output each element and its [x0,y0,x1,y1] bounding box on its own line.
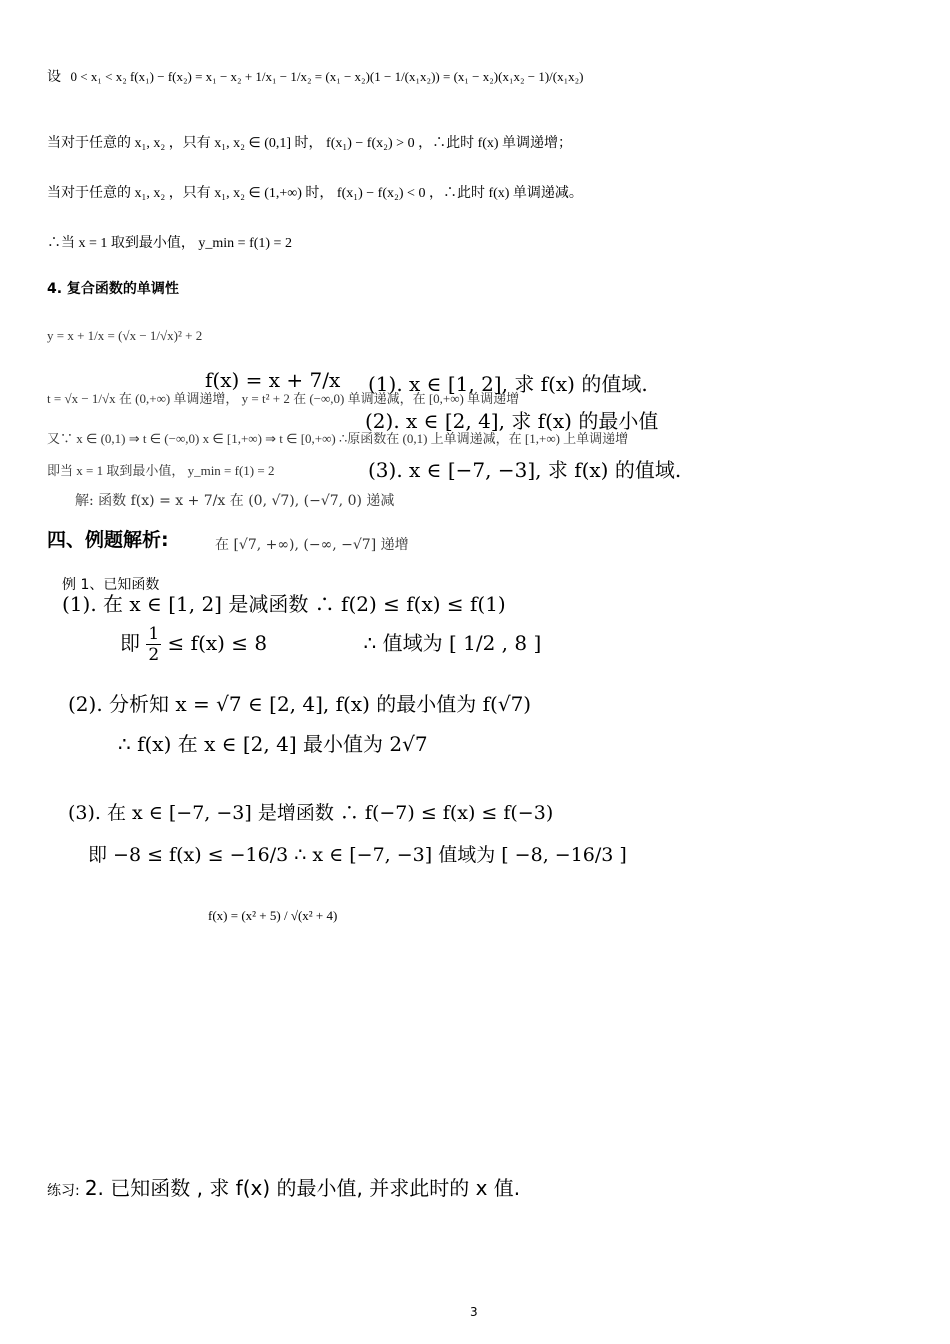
fraction-one-half: $\frac{1}{2}$ [148,624,160,665]
answer-1-line-2: 即 $\frac{1}{2}$ ≤ f(x) ≤ 8 ∴ 值域为 [ 1/2 , 8 ] [120,624,542,665]
answer-2-line-1: (2). 分析知 x = √7 ∈ [2, 4], f(x) 的最小值为 f(√7) [68,692,532,716]
composite-function-heading: 4. 复合函数的单调性 [47,281,179,297]
solution-line-1: 解: 函数 f(x) = x + 7/x 在 (0, √7), (−√7, 0) 递减 [75,493,395,509]
question-1: (1). x ∈ [1, 2], 求 f(x) 的值域. [368,372,648,396]
answer-2-line-2: ∴ f(x) 在 x ∈ [2, 4] 最小值为 2√7 [118,732,428,756]
decreasing-condition-line: 当对于任意的 x₁, x₂ ，只有 x₁, x₂ ∈ (1,+∞) 时， f(x₁) − f(x₂) < 0 ，∴此时 f(x) 单调递减。 [47,186,583,201]
exercise-line: 练习: 2. 已知函数 , 求 f(x) 的最小值, 并求此时的 x 值. [47,1176,521,1200]
monotonic-proof-line: 设 0 < x₁ < x₂ f(x₁) − f(x₂) = x₁ − x₂ + 1/x₁ − 1/x₂ = (x₁ − x₂)(1 − 1/(x₁x₂)) = (x₁ − x₂)(x₁x₂ − 1)/(x₁x₂) [47,69,584,85]
solution-line-2: 在 [√7, +∞), (−∞, −√7] 递增 [215,537,409,553]
increasing-condition-line: 当对于任意的 x₁, x₂ ，只有 x₁, x₂ ∈ (0,1] 时， f(x₁) − f(x₂) > 0 ，∴此时 f(x) 单调递增； [47,136,573,151]
answer-3-line-1: (3). 在 x ∈ [−7, −3] 是增函数 ∴ f(−7) ≤ f(x) ≤ f(−3) [68,802,554,824]
question-2: (2). x ∈ [2, 4], 求 f(x) 的最小值 [365,409,659,433]
function-definition: f(x) = x + 7/x [205,368,341,392]
composite-minimum-line: 即当 x = 1 取到最小值， y_min = f(1) = 2 [47,463,275,478]
interval-mapping-line: 又∵ x ∈ (0,1) ⇒ t ∈ (−∞,0) x ∈ [1,+∞) ⇒ t ∈ [0,+∞) ∴原函数在 (0,1) 上单调递减，在 [1,+∞) 上单调递增 [47,431,629,446]
composite-equation: y = x + 1/x = (√x − 1/√x)² + 2 [47,328,203,343]
question-3: (3). x ∈ [−7, −3], 求 f(x) 的值域. [368,458,682,482]
example-1-label: 例 1、已知函数 [62,577,160,593]
substitution-line: t = √x − 1/√x 在 (0,+∞) 单调递增， y = t² + 2 在 (−∞,0) 单调递减，在 [0,+∞) 单调递增 [47,391,520,406]
minimum-line: ∴当 x = 1 取到最小值， y_min = f(1) = 2 [47,236,292,251]
answer-1-line-1: (1). 在 x ∈ [1, 2] 是减函数 ∴ f(2) ≤ f(x) ≤ f(1) [62,592,506,616]
answer-3-line-2: 即 −8 ≤ f(x) ≤ −16/3 ∴ x ∈ [−7, −3] 值域为 [ −8, −16/3 ] [88,844,627,866]
exercise-function: f(x) = (x² + 5) / √(x² + 4) [208,908,338,923]
page-number: 3 [470,1305,478,1319]
example-section-heading: 四、例题解析: [47,529,169,551]
